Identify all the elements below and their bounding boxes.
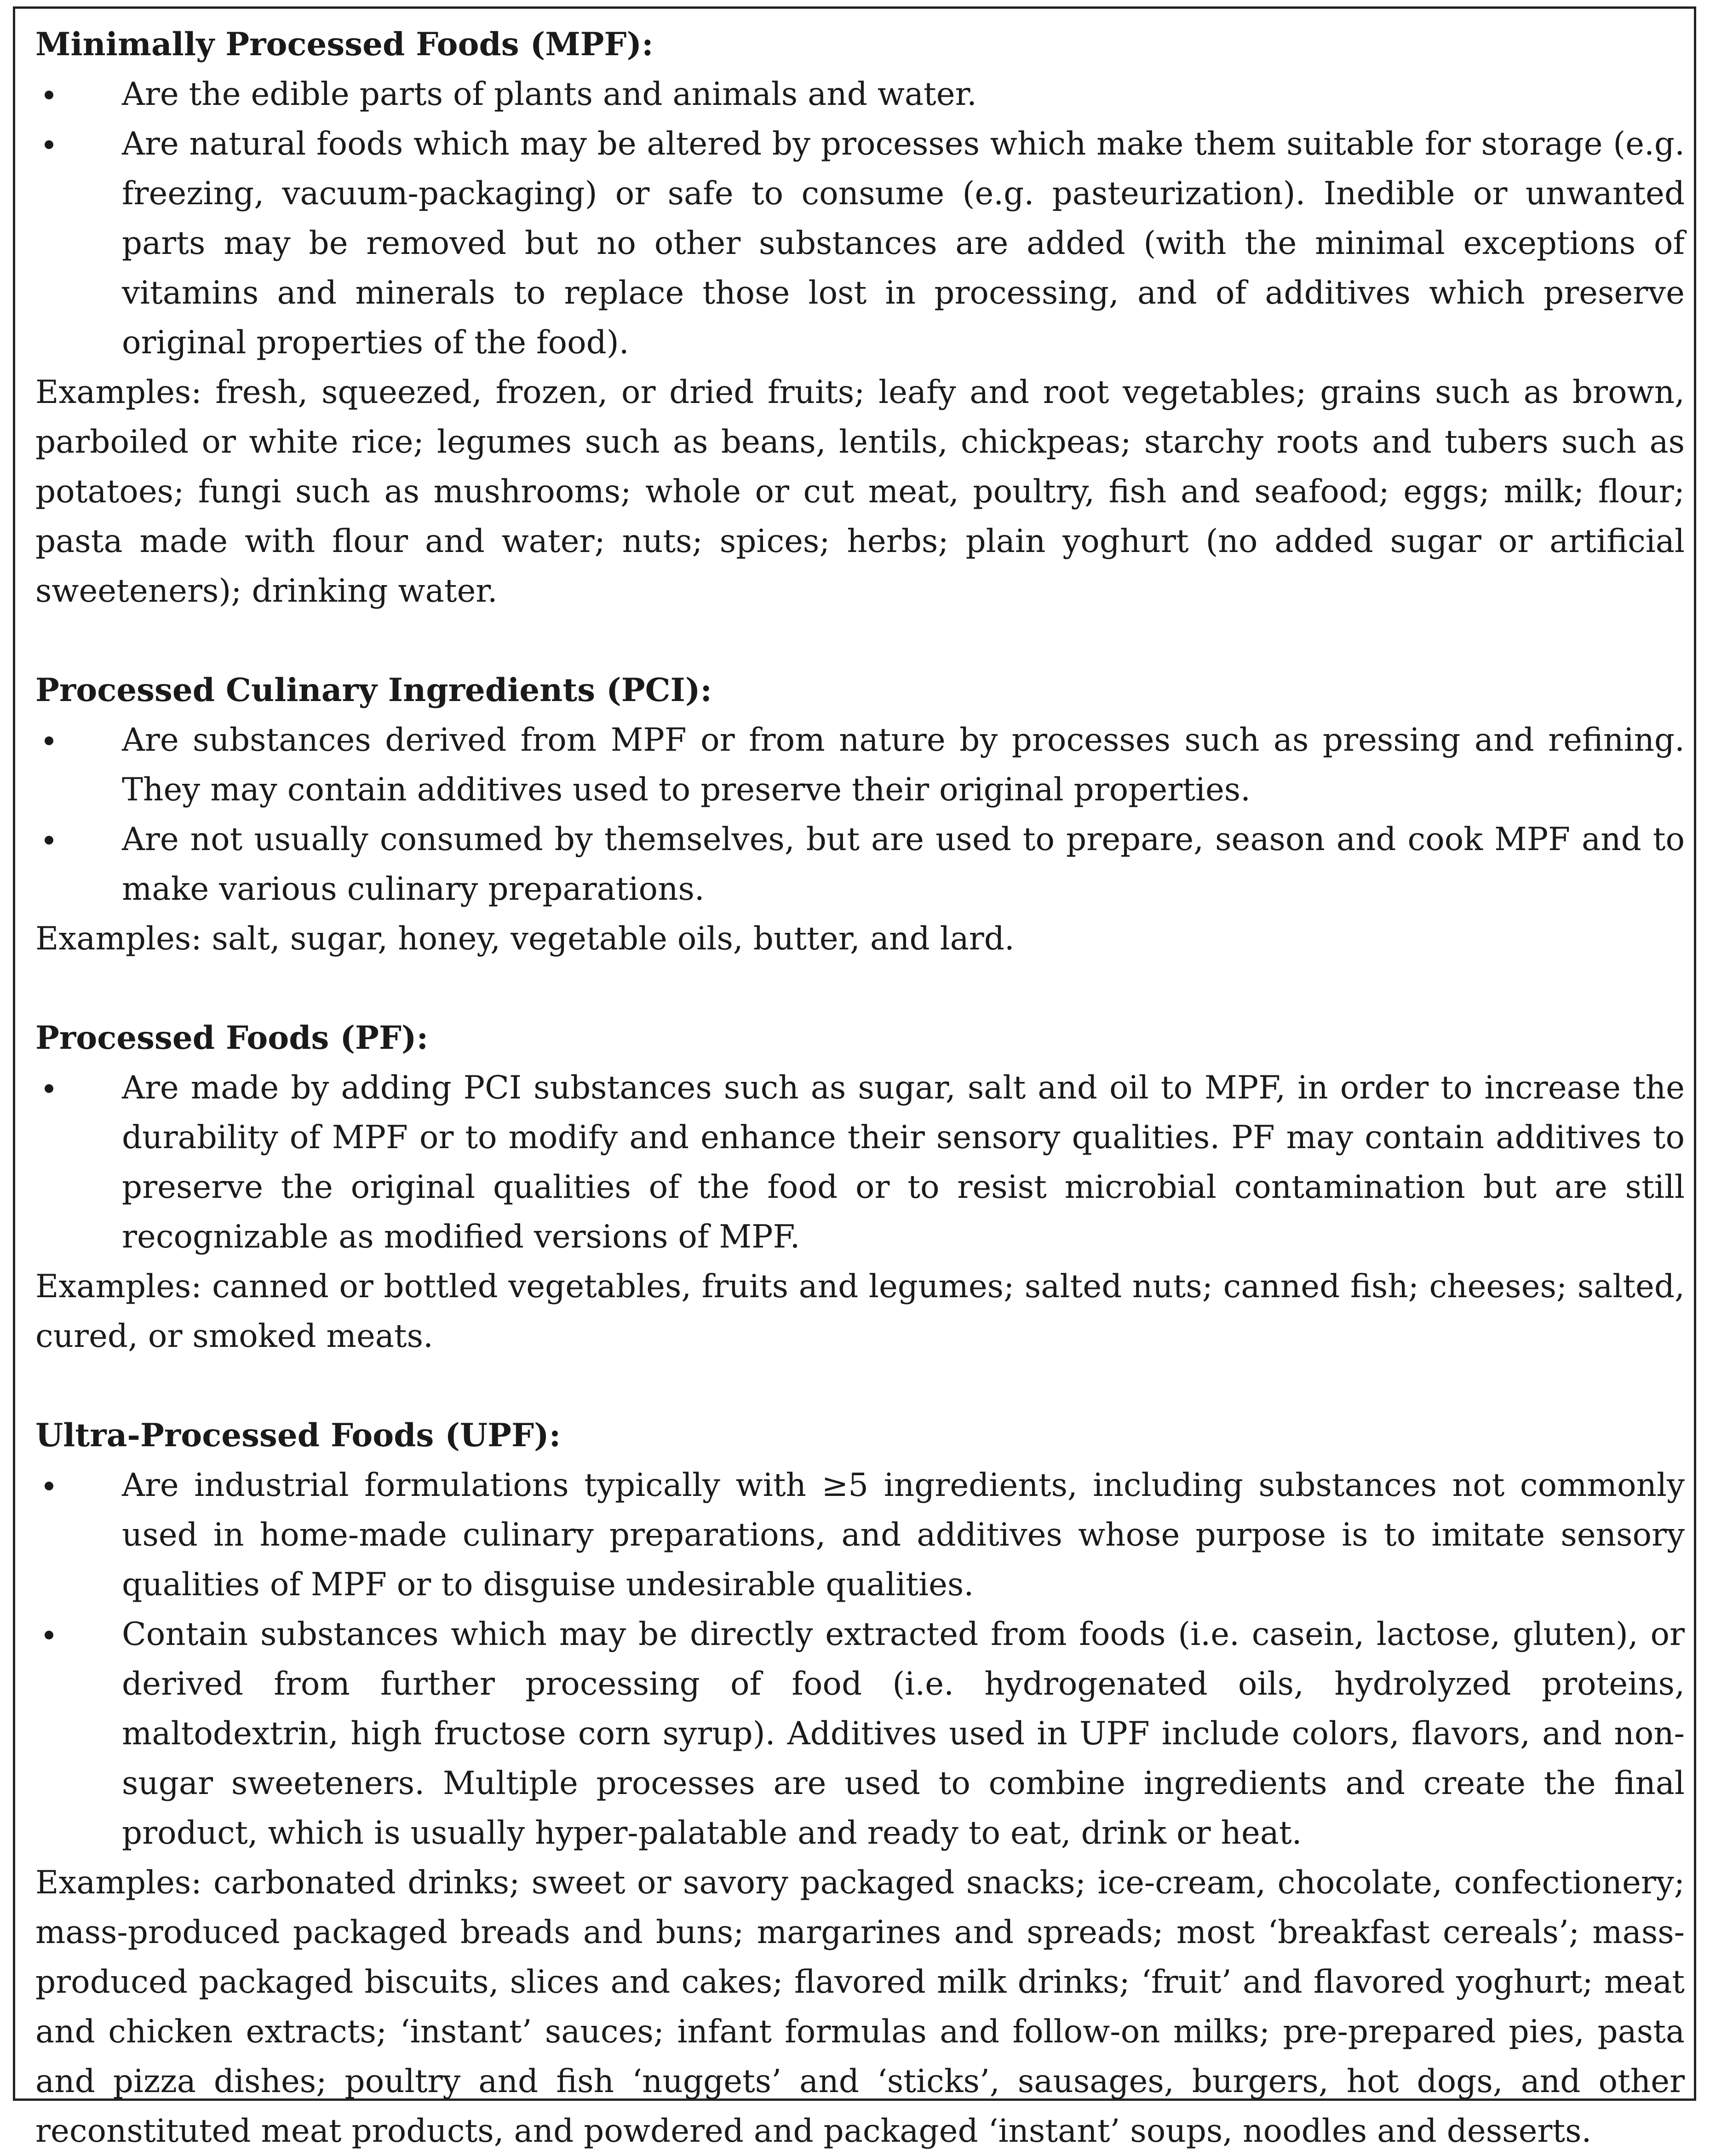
- bullet-text: Are made by adding PCI substances such as sugar, salt and oil to MPF, in order to increase the durability of MPF or to modify and enhance their sensory qualities. PF may contain additives to preserve the original qualities of the food or to resist microbial contamination but are still recognizable as modified versions of MPF.: [122, 1069, 1685, 1255]
- bullet-list: [35, 715, 1685, 914]
- bullet-list: [35, 1063, 1685, 1262]
- bullet-item: [35, 1460, 1685, 1610]
- document-frame: [13, 6, 1696, 2150]
- bullet-item: [35, 1063, 1685, 1262]
- bullet-icon: [45, 1084, 53, 1093]
- bullet-item: [35, 69, 1685, 119]
- bullet-text: Contain substances which may be directly extracted from foods (i.e. casein, lactose, gluten), or derived from further processing of food (i.e. hydrogenated oils, hydrolyzed proteins, maltodextrin, high fructose corn syrup). Additives used in UPF include colors, flavors, and non-sugar sweeteners. Multiple processes are used to combine ingredients and create the final product, which is usually hyper-palatable and ready to eat, drink or heat.: [122, 1616, 1685, 1851]
- bullet-text: Are industrial formulations typically with ≥5 ingredients, including substances not commonly used in home-made culinary preparations, and additives whose purpose is to imitate sensory qualities of MPF or to disguise undesirable qualities.: [122, 1467, 1685, 1603]
- bullet-icon: [45, 140, 53, 149]
- section-upf: [35, 1411, 1685, 2156]
- section-heading: Ultra-Processed Foods (UPF):: [35, 1417, 561, 1454]
- section-heading: Processed Foods (PF):: [35, 1019, 429, 1057]
- examples-text: Examples: canned or bottled vegetables, fruits and legumes; salted nuts; canned fish; cheeses; salted, cured, or smoked meats.: [35, 1268, 1685, 1355]
- bullet-text: Are not usually consumed by themselves, but are used to prepare, season and cook MPF and to make various culinary preparations.: [122, 821, 1685, 908]
- section-mpf: [35, 20, 1685, 616]
- section-heading: Minimally Processed Foods (MPF):: [35, 26, 654, 63]
- bullet-icon: [45, 1631, 53, 1639]
- examples-text: Examples: salt, sugar, honey, vegetable oils, butter, and lard.: [35, 920, 1015, 957]
- bullet-icon: [45, 736, 53, 745]
- bullet-item: [35, 119, 1685, 368]
- section-pci: [35, 666, 1685, 964]
- bullet-text: Are natural foods which may be altered by processes which make them suitable for storage (e.g. freezing, vacuum-packaging) or safe to consume (e.g. pasteurization). Inedible or unwanted parts may be removed but no other substances are added (with the minimal exceptions of vitamins and minerals to replace those lost in processing, and of additives which preserve original properties of the food).: [122, 126, 1685, 361]
- bullet-icon: [45, 836, 53, 845]
- bullet-text: Are the edible parts of plants and animals and water.: [122, 76, 977, 113]
- bullet-text: Are substances derived from MPF or from nature by processes such as pressing and refining. They may contain additives used to preserve their original properties.: [122, 722, 1685, 808]
- examples-text: Examples: carbonated drinks; sweet or savory packaged snacks; ice-cream, chocolate, confectionery; mass-produced packaged breads and buns; margarines and spreads; most ‘breakfast cereals’; mass-produced packaged biscuits, slices and cakes; flavored milk drinks; ‘fruit’ and flavored yoghurt; meat and chicken extracts; ‘instant’ sauces; infant formulas and follow-on milks; pre-prepared pies, pasta and pizza dishes; poultry and fish ‘nuggets’ and ‘sticks’, sausages, burgers, hot dogs, and other reconstituted meat products, and powdered and packaged ‘instant’ soups, noodles and desserts.: [35, 1864, 1685, 2150]
- bullet-item: [35, 815, 1685, 914]
- examples-text: Examples: fresh, squeezed, frozen, or dried fruits; leafy and root vegetables; grains such as brown, parboiled or white rice; legumes such as beans, lentils, chickpeas; starchy roots and tubers such as potatoes; fungi such as mushrooms; whole or cut meat, poultry, fish and seafood; eggs; milk; flour; pasta made with flour and water; nuts; spices; herbs; plain yoghurt (no added sugar or artificial sweeteners); drinking water.: [35, 374, 1685, 609]
- section-heading: Processed Culinary Ingredients (PCI):: [35, 672, 712, 709]
- bullet-icon: [45, 91, 53, 99]
- bullet-list: [35, 1460, 1685, 1858]
- bullet-list: [35, 69, 1685, 368]
- document-content: [35, 20, 1685, 2156]
- bullet-item: [35, 715, 1685, 815]
- bullet-icon: [45, 1482, 53, 1490]
- bullet-item: [35, 1610, 1685, 1858]
- section-pf: [35, 1013, 1685, 1361]
